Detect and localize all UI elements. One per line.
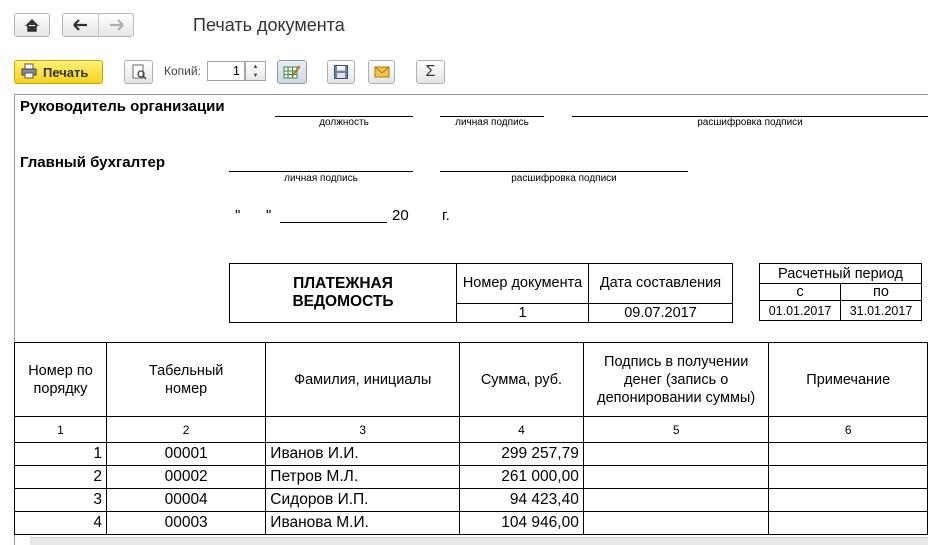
row-signature [583,466,769,489]
doc-date-value: 09.07.2017 [589,304,733,323]
col-number-5: 5 [583,417,769,443]
row-name: Иванова М.И. [266,512,460,535]
accountant-signature-caption: личная подпись [284,173,358,184]
row-note [769,489,928,512]
home-button[interactable] [14,13,50,37]
doc-number-value: 1 [457,304,589,323]
arrow-right-icon [99,14,134,36]
period-from-value: 01.01.2017 [760,301,841,321]
spin-down-icon[interactable]: ▼ [252,72,259,79]
row-number: 2 [15,466,107,489]
forward-button[interactable] [99,14,134,36]
home-icon [15,14,49,36]
date-quote-open: " [235,207,241,224]
col-header-note: Примечание [769,343,928,417]
copies-label: Копий: [164,64,201,78]
decoding-caption: расшифровка подписи [697,117,803,128]
col-number-6: 6 [769,417,928,443]
accountant-label: Главный бухгалтер [20,154,166,171]
nav-history-group [62,13,134,37]
envelope-icon [374,65,390,79]
date-quote-close: " [266,207,272,224]
date-year-suffix: г. [442,207,450,224]
table-row [15,489,928,512]
period-table [759,263,922,321]
period-to-label: по [841,284,922,301]
back-button[interactable] [63,14,99,36]
period-from-label: с [760,284,841,301]
sum-button[interactable] [416,60,445,84]
doc-number-label: Номер документа [457,264,589,304]
row-sum: 261 000,00 [460,466,584,489]
row-note [769,466,928,489]
row-signature [583,512,769,535]
row-tab-number: 00001 [106,443,265,466]
col-header-signature: Подпись в получении денег (запись о депонировании суммы) [583,343,769,417]
payroll-table [14,342,928,535]
save-button[interactable] [327,60,355,84]
signature-caption: личная подпись [455,117,529,128]
row-name: Иванов И.И. [266,443,460,466]
period-to-value: 31.01.2017 [841,301,922,321]
date-year-prefix: 20 [392,207,409,224]
row-number: 1 [15,443,107,466]
copies-spinner[interactable] [245,61,266,81]
row-tab-number: 00003 [106,512,265,535]
accountant-decoding-caption: расшифровка подписи [511,173,617,184]
print-button-label: Печать [43,64,89,80]
row-signature [583,489,769,512]
document-header-table [229,263,733,323]
row-sum: 104 946,00 [460,512,584,535]
send-mail-button[interactable] [368,60,395,84]
floppy-disk-icon [333,64,349,80]
row-sum: 94 423,40 [460,489,584,512]
col-number-3: 3 [266,417,460,443]
table-row [15,512,928,535]
row-signature [583,443,769,466]
sigma-icon: Σ [425,63,436,80]
accountant-decoding-line [440,171,688,172]
printer-icon [21,63,37,82]
date-month-line [280,222,387,223]
col-header-name: Фамилия, инициалы [266,343,460,417]
window-title: Печать документа [193,15,345,35]
col-header-number: Номер по порядку [15,343,107,417]
head-label: Руководитель организации [20,98,225,115]
row-tab-number: 00002 [106,466,265,489]
document-title: ПЛАТЕЖНАЯ ВЕДОМОСТЬ [230,264,457,323]
row-number: 4 [15,512,107,535]
row-name: Петров М.Л. [266,466,460,489]
copies-input[interactable]: 1 [207,61,245,81]
row-sum: 299 257,79 [460,443,584,466]
col-header-sum: Сумма, руб. [460,343,584,417]
row-note [769,512,928,535]
print-preview-icon [131,64,147,80]
col-number-4: 4 [460,417,584,443]
arrow-left-icon [63,14,98,36]
period-label: Расчетный период [760,264,922,284]
print-preview-button[interactable] [124,60,153,84]
table-row [15,443,928,466]
accountant-signature-line [229,171,413,172]
edit-table-icon [283,64,301,80]
position-caption: должность [319,117,369,128]
spin-up-icon[interactable]: ▲ [252,63,259,70]
col-number-1: 1 [15,417,107,443]
print-button[interactable] [14,60,103,84]
col-number-2: 2 [106,417,265,443]
edit-table-button[interactable] [277,60,307,84]
row-name: Сидоров И.П. [266,489,460,512]
col-header-tab-number: Табельный номер [106,343,265,417]
row-note [769,443,928,466]
table-row [15,466,928,489]
row-tab-number: 00004 [106,489,265,512]
doc-date-label: Дата составления [589,264,733,304]
row-number: 3 [15,489,107,512]
